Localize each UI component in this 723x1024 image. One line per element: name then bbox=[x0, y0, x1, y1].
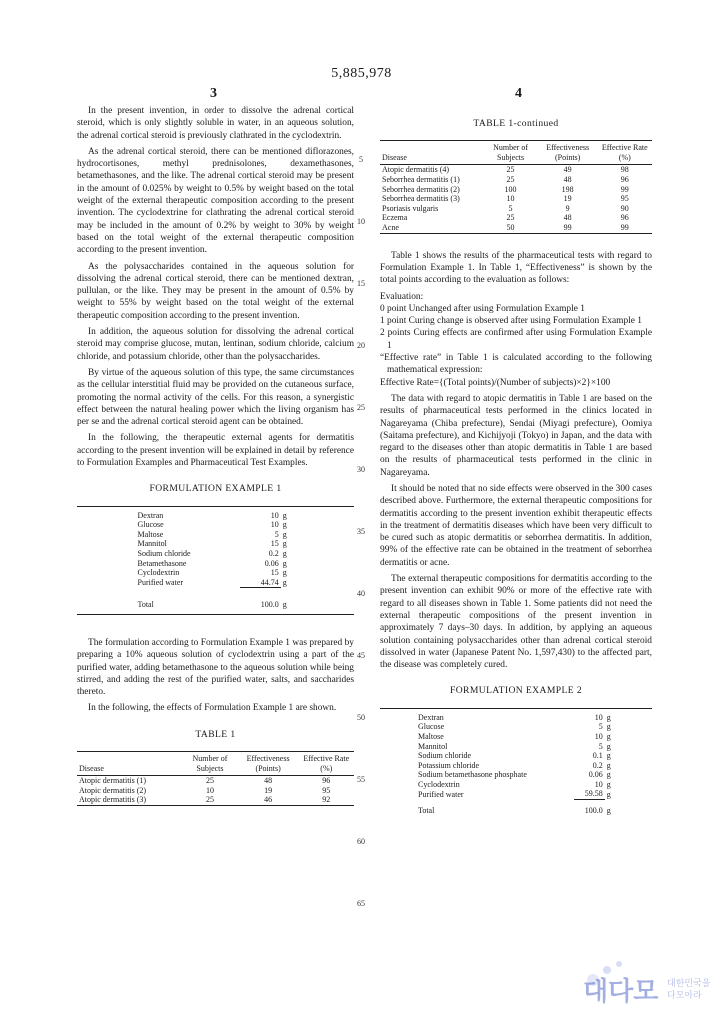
line-number: 50 bbox=[357, 713, 365, 722]
formulation-row bbox=[416, 722, 616, 732]
column-header: Disease bbox=[382, 152, 407, 162]
value-cell: 9 bbox=[565, 203, 570, 213]
ingredient-amount: 15 bbox=[270, 539, 279, 549]
value-cell: 96 bbox=[620, 175, 629, 185]
value-cell: 19 bbox=[563, 194, 572, 204]
formulation-row bbox=[136, 559, 296, 569]
ingredient-amount: 0.06 bbox=[588, 770, 603, 780]
ingredient-unit: g bbox=[606, 779, 611, 789]
total-label: Total bbox=[137, 600, 154, 610]
value-cell: 99 bbox=[620, 223, 629, 233]
value-cell: 25 bbox=[506, 175, 515, 185]
total-unit: g bbox=[282, 600, 287, 610]
ingredient-unit: g bbox=[606, 770, 611, 780]
table-row bbox=[77, 786, 354, 796]
column-header: Effectiveness (Points) bbox=[546, 143, 590, 162]
value-cell: 95 bbox=[620, 194, 629, 204]
evaluation-item: 1 point Curing change is observed after using Formulation Example 1 bbox=[380, 316, 642, 327]
formulation-row bbox=[136, 578, 296, 588]
formulation-row bbox=[416, 751, 616, 761]
ingredient-amount: 59.58 bbox=[574, 789, 605, 799]
ingredient-name: Glucose bbox=[418, 722, 445, 732]
formulation-row bbox=[416, 761, 616, 771]
watermark-emblem-icon bbox=[575, 950, 715, 1010]
formulation-row bbox=[416, 713, 616, 723]
ingredient-unit: g bbox=[282, 539, 287, 549]
formulation-row bbox=[416, 770, 616, 780]
total-unit: g bbox=[606, 806, 611, 816]
ingredient-unit: g bbox=[606, 741, 611, 751]
ingredient-name: Cyclodextrin bbox=[418, 779, 460, 789]
formulation-row bbox=[136, 520, 296, 530]
ingredient-unit: g bbox=[606, 751, 611, 761]
value-cell: 95 bbox=[322, 785, 331, 795]
evaluation-item: 0 point Unchanged after using Formulation Example 1 bbox=[380, 303, 585, 314]
column-header: Disease bbox=[79, 763, 104, 773]
value-cell: 25 bbox=[506, 165, 515, 175]
line-number: 45 bbox=[357, 651, 365, 660]
disease-cell: Atopic dermatitis (2) bbox=[79, 785, 147, 795]
ingredient-amount: 0.2 bbox=[268, 548, 279, 558]
formulation-row bbox=[416, 732, 616, 742]
ingredient-amount: 5 bbox=[598, 741, 603, 751]
line-number: 20 bbox=[357, 341, 365, 350]
table-row bbox=[380, 194, 652, 204]
ingredient-name: Glucose bbox=[137, 520, 164, 530]
ingredient-amount: 10 bbox=[270, 520, 279, 530]
total-amount: 100.0 bbox=[260, 600, 279, 610]
formulation-1-title: FORMULATION EXAMPLE 1 bbox=[149, 483, 282, 495]
table-row bbox=[380, 165, 652, 175]
value-cell: 49 bbox=[563, 165, 572, 175]
ingredient-name: Purified water bbox=[137, 578, 184, 588]
disease-cell: Acne bbox=[382, 223, 399, 233]
disease-cell: Atopic dermatitis (3) bbox=[79, 795, 147, 805]
ingredient-amount: 15 bbox=[270, 568, 279, 578]
formulation-2-title: FORMULATION EXAMPLE 2 bbox=[449, 685, 583, 697]
table-rule bbox=[77, 614, 354, 615]
line-number: 15 bbox=[357, 279, 365, 288]
table-rule bbox=[77, 506, 354, 507]
ingredient-name: Dextran bbox=[418, 712, 444, 722]
value-cell: 90 bbox=[620, 203, 629, 213]
total-row bbox=[136, 600, 296, 610]
total-amount: 100.0 bbox=[584, 806, 603, 816]
ingredient-name: Mannitol bbox=[137, 539, 167, 549]
value-cell: 25 bbox=[205, 795, 214, 805]
line-number: 65 bbox=[357, 899, 365, 908]
ingredient-unit: g bbox=[282, 558, 287, 568]
value-cell: 5 bbox=[508, 203, 513, 213]
right-column-number: 4 bbox=[515, 86, 522, 101]
ingredient-name: Purified water bbox=[418, 789, 464, 799]
column-header: Number of Subjects bbox=[192, 754, 228, 773]
disease-cell: Atopic dermatitis (1) bbox=[79, 776, 147, 786]
value-cell: 19 bbox=[264, 785, 273, 795]
formulation-row bbox=[136, 568, 296, 578]
line-number: 55 bbox=[357, 775, 365, 784]
table-row bbox=[77, 795, 354, 805]
line-number: 5 bbox=[359, 155, 363, 164]
value-cell: 92 bbox=[322, 795, 331, 805]
disease-cell: Seborrhea dermatitis (3) bbox=[382, 194, 460, 204]
paragraph: In the present invention, in order to dissolve the adrenal cortical steroid, which is only slightly soluble in water, in an aqueous solution, the adrenal cortical steroid is previously clathrated in the cyclodextrin. bbox=[77, 106, 354, 141]
ingredient-name: Maltose bbox=[137, 529, 164, 539]
ingredient-name: Sodium betamethasone phosphate bbox=[418, 770, 527, 780]
ingredient-unit: g bbox=[282, 568, 287, 578]
table-1-continued bbox=[380, 140, 652, 233]
watermark-logo bbox=[575, 950, 715, 1010]
formulation-1-table bbox=[136, 511, 296, 610]
line-number: 35 bbox=[357, 527, 365, 536]
value-cell: 10 bbox=[506, 194, 515, 204]
value-cell: 99 bbox=[563, 223, 572, 233]
ingredient-unit: g bbox=[282, 529, 287, 539]
ingredient-amount: 10 bbox=[594, 731, 603, 741]
line-numbers bbox=[352, 0, 370, 1024]
table-row bbox=[380, 175, 652, 185]
ingredient-amount: 0.2 bbox=[592, 760, 603, 770]
value-cell: 98 bbox=[620, 165, 629, 175]
disease-cell: Psoriasis vulgaris bbox=[382, 203, 439, 213]
watermark-tagline: 대한민국을 bbox=[667, 979, 711, 989]
paragraph: The data with regard to atopic dermatitis in Table 1 are based on the results of pharmaceutical tests performed in the clinics located in Nagareyama (Chiba prefecture), Sendai (Miyagi prefecture), Oomiya (Saitama prefecture), and Kichijyoji (Tokyo) in Japan, and the data with regard to the diseases other than atopic dermatitis in Table 1 are based on the results of pharmaceutical tests performed in the clinic in Nagareyama. bbox=[380, 393, 652, 478]
paragraph: By virtue of the aqueous solution of this type, the same circumstances as the cellular interstitial fluid may be provided on the cutaneous surface, promoting the normal activity of the cells. For this reason, a synergistic effect between the natural healing power which the living organism has per se and the adrenal cortical steroid agent can be obtained. bbox=[77, 367, 354, 428]
column-header: Effectiveness (Points) bbox=[246, 754, 290, 773]
value-cell: 48 bbox=[563, 175, 572, 185]
ingredient-name: Sodium chloride bbox=[418, 751, 472, 761]
ingredient-name: Maltose bbox=[418, 731, 444, 741]
patent-number: 5,885,978 bbox=[331, 66, 392, 81]
value-cell: 25 bbox=[205, 776, 214, 786]
table-row bbox=[380, 223, 652, 233]
line-number: 60 bbox=[357, 837, 365, 846]
value-cell: 96 bbox=[620, 213, 629, 223]
formulation-row bbox=[416, 742, 616, 752]
ingredient-amount: 10 bbox=[594, 779, 603, 789]
paragraph: In the following, the effects of Formulation Example 1 are shown. bbox=[88, 703, 337, 714]
ingredient-amount: 0.06 bbox=[264, 558, 279, 568]
evaluation-label: Evaluation: bbox=[380, 291, 424, 302]
line-number: 10 bbox=[357, 217, 365, 226]
table-row bbox=[380, 204, 652, 214]
paragraph: In addition, the aqueous solution for dissolving the adrenal cortical steroid may comprise glucose, mutan, lentinan, sodium chloride, calcium chloride, and potassium chloride, other than the polysaccharides. bbox=[77, 327, 354, 362]
ingredient-amount: 10 bbox=[594, 712, 603, 722]
total-row bbox=[416, 806, 616, 816]
line-number: 40 bbox=[357, 589, 365, 598]
ingredient-amount: 44.74 bbox=[240, 578, 280, 588]
formulation-row bbox=[416, 789, 616, 799]
table-row bbox=[77, 776, 354, 786]
ingredient-amount: 10 bbox=[270, 510, 279, 520]
right-column bbox=[380, 118, 652, 816]
ingredient-amount: 5 bbox=[274, 529, 279, 539]
value-cell: 25 bbox=[506, 213, 515, 223]
formulation-row bbox=[136, 511, 296, 521]
table-1-title: TABLE 1 bbox=[195, 728, 236, 740]
ingredient-amount: 0.1 bbox=[592, 751, 603, 761]
watermark-text: 대다모 bbox=[583, 977, 659, 1007]
ingredient-name: Mannitol bbox=[418, 741, 448, 751]
paragraph: As the adrenal cortical steroid, there can be mentioned diflorazones, hydrocortisones, methyl prednisolones, dexamethasones, betamethasones, and the like. The adrenal cortical steroid may be present in the amount of 0.025% by weight to 0.5% by weight based on the total weight of the external therapeutic composition according to the present invention. The cyclodextrine for clathrating the adrenal cortical steroid may be included in the amount of 0.2% by weight to 30% by weight based on the total weight of the external therapeutic composition according to the present invention. bbox=[77, 146, 354, 256]
table-1-continued-title: TABLE 1-continued bbox=[473, 118, 559, 129]
ingredient-amount: 5 bbox=[598, 722, 603, 732]
spacer-row bbox=[136, 588, 296, 601]
ingredient-name: Cyclodextrin bbox=[137, 568, 180, 578]
paragraph: Table 1 shows the results of the pharmaceutical tests with regard to Formulation Example 1. In Table 1, “Effectiveness” is shown by the total points according to the evaluation as follows: bbox=[380, 250, 652, 286]
left-column-number: 3 bbox=[210, 86, 217, 101]
ingredient-unit: g bbox=[606, 722, 611, 732]
value-cell: 99 bbox=[620, 184, 629, 194]
formulation-row bbox=[136, 549, 296, 559]
ingredient-unit: g bbox=[606, 712, 611, 722]
ingredient-unit: g bbox=[282, 548, 287, 558]
column-header: Effective Rate (%) bbox=[303, 754, 350, 773]
left-column bbox=[77, 105, 354, 806]
paragraph: In the following, the therapeutic external agents for dermatitis according to the present invention will be explained in detail by reference to Formulation Examples and Pharmaceutical Test Examples. bbox=[77, 433, 354, 469]
paragraph: The formulation according to Formulation Example 1 was prepared by preparing a 10% aqueous solution of cyclodextrin using a part of the purified water, adding betamethasone to the aqueous solution while being stirred, and adding the rest of the purified water, salts, and saccharides thereto. bbox=[77, 637, 354, 698]
total-label: Total bbox=[418, 806, 435, 816]
formulation-row bbox=[416, 780, 616, 790]
paragraph: The external therapeutic compositions for dermatitis according to the present invention can exhibit 90% or more of the effective rate with regard to all diseases shown in Table 1. Some patients did not need the external therapeutic compositions of the present invention in approximately 7 days–30 days. In addition, by applying an aqueous solution containing polysaccharides other than adrenal cortical steroid dissolved in water (Japanese Patent No. 1,597,430) to the affected part, the disease was completely cured. bbox=[380, 574, 652, 671]
ingredient-unit: g bbox=[606, 731, 611, 741]
value-cell: 96 bbox=[322, 776, 331, 786]
ingredient-unit: g bbox=[606, 789, 611, 799]
table-1 bbox=[77, 751, 354, 806]
disease-cell: Seborrhea dermatitis (1) bbox=[382, 175, 460, 185]
column-header: Effective Rate (%) bbox=[601, 143, 648, 162]
formula: Effective Rate={(Total points)/(Number of subjects)×2}×100 bbox=[380, 377, 611, 388]
disease-cell: Seborrhea dermatitis (2) bbox=[382, 184, 460, 194]
value-cell: 100 bbox=[504, 184, 517, 194]
evaluation-item: “Effective rate” in Table 1 is calculated according to the following mathematical expression: bbox=[380, 353, 652, 376]
formulation-2-table bbox=[416, 713, 616, 816]
value-cell: 198 bbox=[561, 184, 574, 194]
column-header: Number of Subjects bbox=[493, 143, 528, 162]
paragraph: It should be noted that no side effects were observed in the 300 cases described above. Furthermore, the external therapeutic compositions for dermatitis according to the present invention exhibit therapeutic effects in the treatment of dermatitis diseases which have been very difficult to be cured such as atopic dermatitis or seborrhea dermatitis. In addition, 99% of the effective rate can be obtained in the treatment of seborrhea dermatitis or acne. bbox=[380, 483, 652, 568]
value-cell: 50 bbox=[506, 223, 515, 233]
line-number: 25 bbox=[357, 403, 365, 412]
value-cell: 48 bbox=[264, 776, 273, 786]
paragraph: As the polysaccharides contained in the aqueous solution for dissolving the adrenal cortical steroid, there can be mentioned dextran, pullulan, or the like. They may be present in the amount of 0.5% by weight to 55% by weight based on the total weight of the external therapeutic composition according to the present invention. bbox=[77, 261, 354, 321]
evaluation-item: 2 points Curing effects are confirmed after using Formulation Example 1 bbox=[380, 328, 652, 351]
line-number: 30 bbox=[357, 465, 365, 474]
table-rule bbox=[380, 708, 652, 709]
ingredient-unit: g bbox=[282, 520, 287, 530]
ingredient-name: Dextran bbox=[137, 510, 164, 520]
watermark-tagline: 다모아라 bbox=[667, 991, 702, 1001]
ingredient-name: Betamethasone bbox=[137, 558, 187, 568]
value-cell: 48 bbox=[563, 213, 572, 223]
formulation-row bbox=[136, 530, 296, 540]
formulation-row bbox=[136, 539, 296, 549]
ingredient-unit: g bbox=[282, 510, 287, 520]
ingredient-unit: g bbox=[606, 760, 611, 770]
disease-cell: Atopic dermatitis (4) bbox=[382, 165, 450, 175]
table-row bbox=[380, 185, 652, 195]
ingredient-unit: g bbox=[282, 578, 287, 588]
disease-cell: Eczema bbox=[382, 213, 408, 223]
ingredient-name: Sodium chloride bbox=[137, 548, 191, 558]
value-cell: 10 bbox=[205, 785, 214, 795]
ingredient-name: Potassium chloride bbox=[418, 760, 480, 770]
value-cell: 46 bbox=[264, 795, 273, 805]
table-row bbox=[380, 213, 652, 223]
